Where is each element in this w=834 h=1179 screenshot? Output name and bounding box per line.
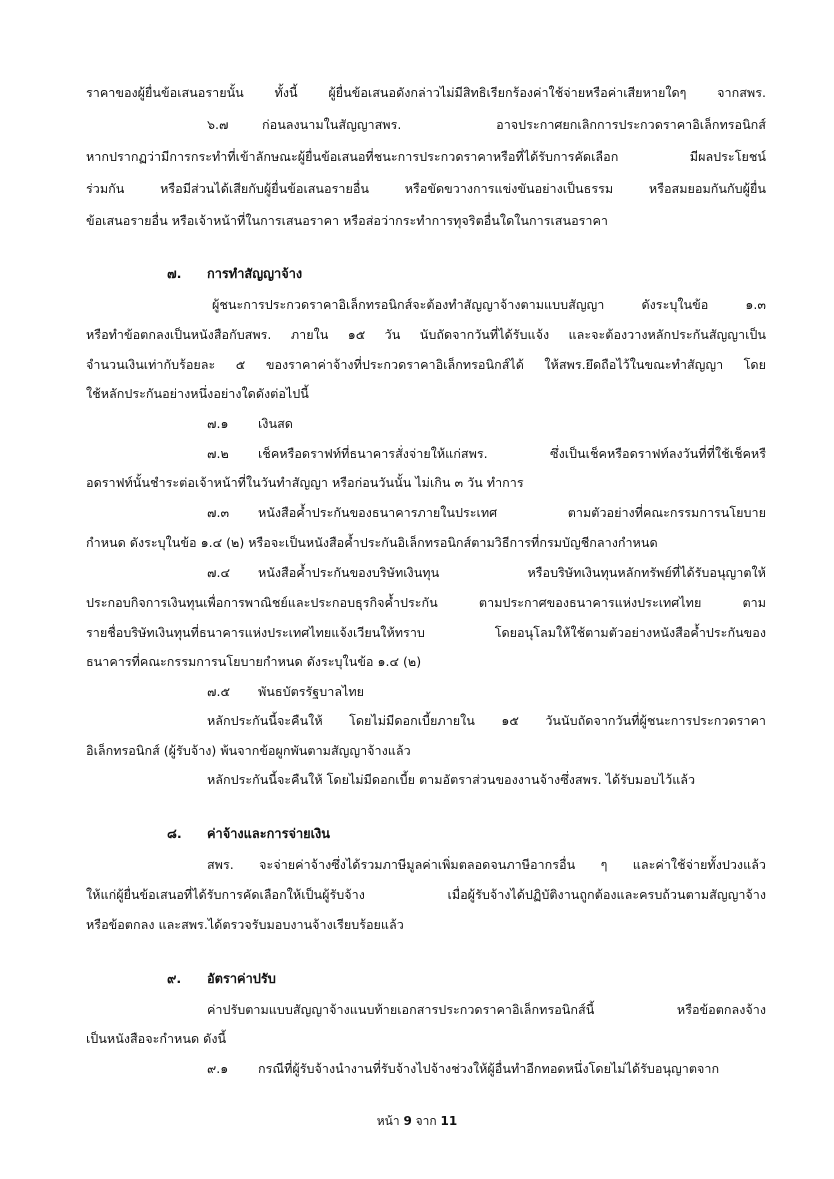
clause-number: ๗.๑ [207,416,229,431]
section-heading: ค่าจ้างและการจ่ายเงิน [207,827,331,842]
paragraph-line: กำหนด ดังระบุในข้อ ๑.๔ (๒) หรือจะเป็นหนังสือค้ำประกันอิเล็กทรอนิกส์ตามวิธีการที่กรมบัญชีกลางกำหนด [86,535,658,550]
paragraph-line: ราคาของผู้ยื่นข้อเสนอรายนั้น ทั้งนี้ ผู้ยื่นข้อเสนอดังกล่าวไม่มีสิทธิเรียกร้องค่าใช้จ่ายหรือค่าเสียหายใดๆ จากสพร. [86,85,766,100]
clause-number: ๙.๑ [207,1061,229,1076]
clause-number: ๗.๒ [207,446,229,461]
paragraph-line: เป็นหนังสือจะกำหนด ดังนี้ [86,1031,227,1046]
section-heading: อัตราค่าปรับ [207,972,276,987]
clause-number: ๗.๔ [207,565,231,580]
paragraph-line: พันธบัตรรัฐบาลไทย [258,684,365,699]
paragraph-line: ร่วมกัน หรือมีส่วนได้เสียกับผู้ยื่นข้อเสนอรายอื่น หรือขัดขวางการแข่งขันอย่างเป็นธรรม หรือสมยอมกันกับผู้ยื่น [86,181,766,196]
paragraph-line: ธนาคารที่คณะกรรมการนโยบายกำหนด ดังระบุในข้อ ๑.๔ (๒) [86,654,422,669]
paragraph-line: หลักประกันนี้จะคืนให้ โดยไม่มีดอกเบี้ยภายใน ๑๕ วันนับถัดจากวันที่ผู้ชนะการประกวดราคา [207,713,766,728]
section-number: ๘. [167,827,182,842]
paragraph-line: รายชื่อบริษัทเงินทุนที่ธนาคารแห่งประเทศไทยแจ้งเวียนให้ทราบ โดยอนุโลมให้ใช้ตามตัวอย่างหนังสือค้ำประกันของ [86,625,766,640]
section-number: ๙. [167,972,182,987]
section-number: ๗. [167,267,182,282]
paragraph-line: หรือทำข้อตกลงเป็นหนังสือกับสพร. ภายใน ๑๕ วัน นับถัดจากวันที่ได้รับแจ้ง และจะต้องวางหลักประกันสัญญาเป็น [86,327,766,342]
paragraph-line: เช็คหรือดราฟท์ที่ธนาคารสั่งจ่ายให้แก่สพร. ซึ่งเป็นเช็คหรือดราฟท์ลงวันที่ที่ใช้เช็คหรื [258,446,766,461]
footer-prefix: หน้า [376,1114,400,1128]
clause-number: ๗.๓ [207,505,230,520]
clause-number: ๖.๗ [207,117,229,132]
paragraph-line: ใช้หลักประกันอย่างหนึ่งอย่างใดดังต่อไปนี้ [86,386,309,401]
paragraph-line: ประกอบกิจการเงินทุนเพื่อการพาณิชย์และประกอบธุรกิจค้ำประกัน ตามประกาศของธนาคารแห่งประเทศไทย ตาม [86,595,766,610]
paragraph-line: หรือข้อตกลง และสพร.ได้ตรวจรับมอบงานจ้างเรียบร้อยแล้ว [86,917,404,932]
section-heading: การทำสัญญาจ้าง [207,267,303,282]
paragraph-line: ข้อเสนอรายอื่น หรือเจ้าหน้าที่ในการเสนอราคา หรือส่อว่ากระทำการทุจริตอื่นใดในการเสนอราคา [86,213,608,228]
paragraph-line: อดราฟท์นั้นชำระต่อเจ้าหน้าที่ในวันทำสัญญา หรือก่อนวันนั้น ไม่เกิน ๓ วัน ทำการ [86,475,524,490]
paragraph-line: จำนวนเงินเท่ากับร้อยละ ๕ ของราคาค่าจ้างที่ประกวดราคาอิเล็กทรอนิกส์ได้ ให้สพร.ยึดถือไว้ในขณะทำสัญญา โดย [86,357,766,372]
paragraph-line: หนังสือค้ำประกันของบริษัทเงินทุน หรือบริษัทเงินทุนหลักทรัพย์ที่ได้รับอนุญาตให้ [258,565,766,580]
paragraph-line: หลักประกันนี้จะคืนให้ โดยไม่มีดอกเบี้ย ตามอัตราส่วนของงานจ้างซึ่งสพร. ได้รับมอบไว้แล้ว [207,772,696,787]
paragraph-line: หากปรากฏว่ามีการกระทำที่เข้าลักษณะผู้ยื่นข้อเสนอที่ชนะการประกวดราคาหรือที่ได้รับการคัดเลือก มีผลประโยชน์ [86,149,766,164]
paragraph-line: ก่อนลงนามในสัญญาสพร. อาจประกาศยกเลิกการประกวดราคาอิเล็กทรอนิกส์ [262,117,766,132]
paragraph-line: กรณีที่ผู้รับจ้างนำงานที่รับจ้างไปจ้างช่วงให้ผู้อื่นทำอีกทอดหนึ่งโดยไม่ได้รับอนุญาตจาก [258,1061,720,1076]
paragraph-line: ให้แก่ผู้ยื่นข้อเสนอที่ได้รับการคัดเลือกให้เป็นผู้รับจ้าง เมื่อผู้รับจ้างได้ปฏิบัติงานถูกต้องและครบถ้วนตามสัญญาจ้าง [86,887,766,902]
paragraph-line: หนังสือค้ำประกันของธนาคารภายในประเทศ ตามตัวอย่างที่คณะกรรมการนโยบาย [258,505,766,520]
page-footer [0,1112,834,1131]
paragraph-line: ผู้ชนะการประกวดราคาอิเล็กทรอนิกส์จะต้องทำสัญญาจ้างตามแบบสัญญา ดังระบุในข้อ ๑.๓ [212,297,766,312]
footer-mid: จาก [415,1114,437,1128]
page-total: 11 [440,1114,458,1128]
page-number: 9 [403,1114,412,1128]
paragraph-line: เงินสด [258,416,293,431]
paragraph-line: สพร. จะจ่ายค่าจ้างซึ่งได้รวมภาษีมูลค่าเพิ่มตลอดจนภาษีอากรอื่น ๆ และค่าใช้จ่ายทั้งปวงแล้ว [207,857,766,872]
paragraph-line: ค่าปรับตามแบบสัญญาจ้างแนบท้ายเอกสารประกวดราคาอิเล็กทรอนิกส์นี้ หรือข้อตกลงจ้าง [207,1002,766,1017]
paragraph-line: อิเล็กทรอนิกส์ (ผู้รับจ้าง) พ้นจากข้อผูกพันตามสัญญาจ้างแล้ว [86,743,411,758]
clause-number: ๗.๕ [207,684,231,699]
